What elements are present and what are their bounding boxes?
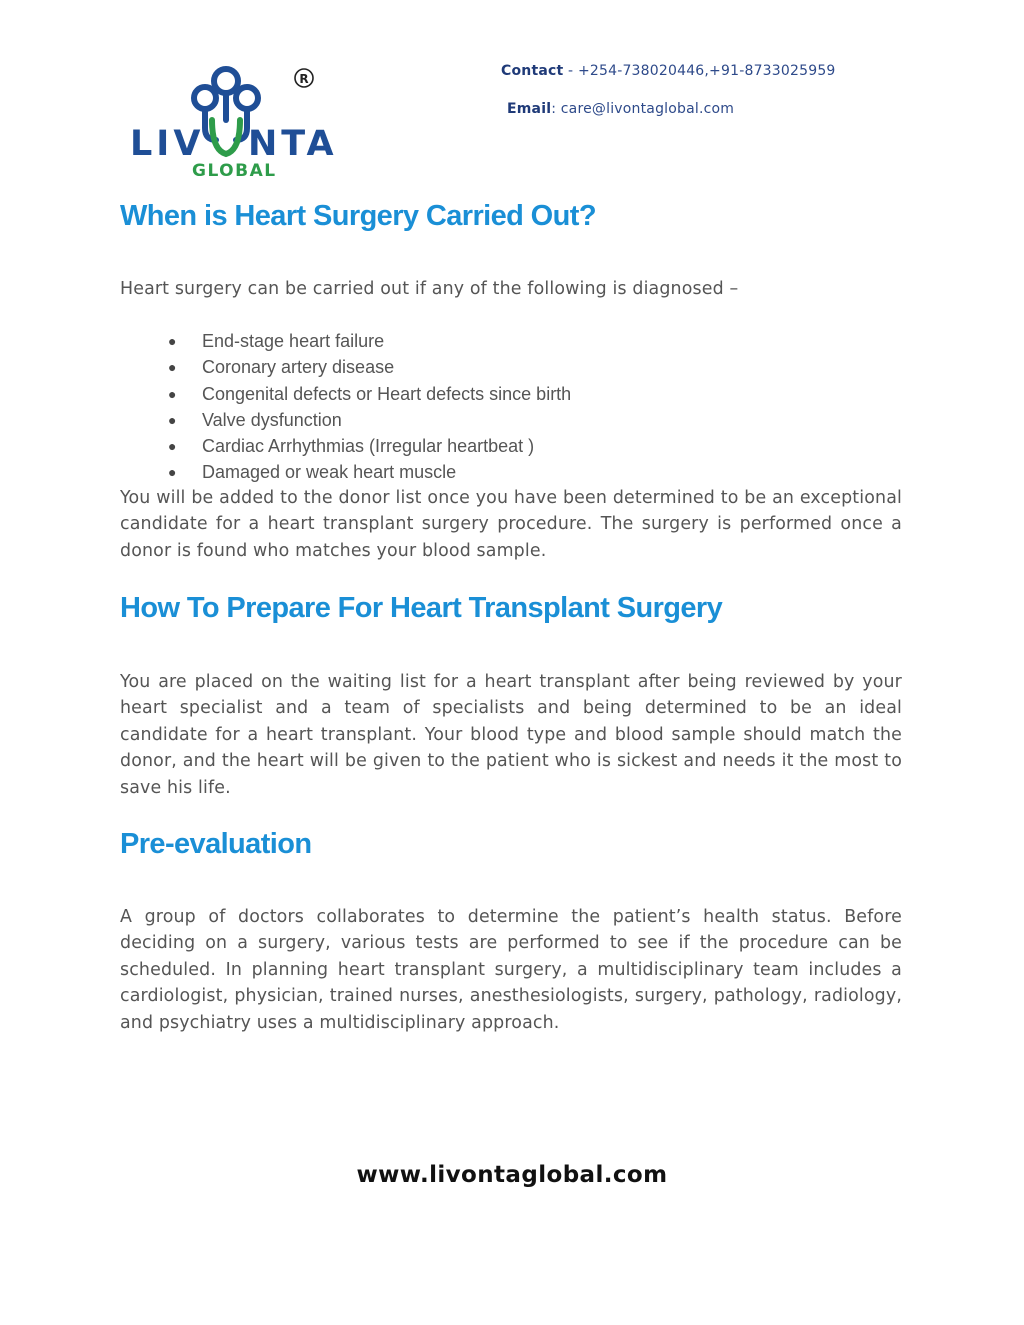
bullet-icon: ●	[168, 385, 177, 402]
svg-text:R: R	[299, 72, 309, 86]
contact-label: Contact	[501, 63, 564, 79]
section-paragraph: You will be added to the donor list once you have been determined to be an exceptional candidate for a heart transplant surgery procedure. The surgery is performed once a donor is found who matches your blood sample.	[120, 488, 902, 561]
email-line	[507, 101, 734, 117]
bullet-icon: ●	[168, 464, 177, 481]
section-heading: Pre-evaluation	[120, 828, 312, 860]
email-value: : care@livontaglobal.com	[551, 101, 735, 117]
list-item: ● Damaged or weak heart muscle	[166, 459, 571, 485]
list-item: ● Cardiac Arrhythmias (Irregular heartbeat )	[166, 433, 571, 459]
section-intro: Heart surgery can be carried out if any of the following is diagnosed –	[120, 279, 739, 299]
bullet-icon: ●	[168, 333, 177, 349]
list-item: ● Valve dysfunction	[166, 407, 571, 433]
contact-line	[501, 63, 836, 79]
livonta-logo	[128, 58, 348, 182]
logo-sub: GLOBAL	[192, 161, 277, 181]
diagnosis-list	[166, 328, 571, 486]
contact-value: - +254-738020446,+91-8733025959	[563, 63, 836, 79]
section-paragraph: You are placed on the waiting list for a heart transplant after being reviewed by your heart specialist and a team of specialists and being determined to be an ideal candidate for a heart transplant. Your blood type and blood sample should match the donor, and the heart will be given to the patient who is sickest and needs it the most to save his life.	[120, 672, 902, 798]
svg-text:NTA: NTA	[248, 124, 338, 164]
email-label: Email	[507, 101, 552, 117]
list-item: ● Congenital defects or Heart defects since birth	[166, 381, 571, 407]
bullet-icon: ●	[168, 411, 177, 428]
section-paragraph: A group of doctors collaborates to determine the patient’s health status. Before deciding on a surgery, various tests are performed to see if the procedure can be scheduled. In planning heart transplant surgery, a multidisciplinary team includes a cardiologist, physician, trained nurses, anesthesiologists, surgery, pathology, radiology, and psychiatry uses a multidisciplinary approach.	[120, 907, 902, 1033]
footer-website-link[interactable]: www.livontaglobal.com	[356, 1162, 668, 1188]
list-item: ● End-stage heart failure	[166, 328, 571, 354]
section-heading: How To Prepare For Heart Transplant Surgery	[120, 592, 723, 624]
bullet-icon: ●	[168, 359, 177, 376]
bullet-icon: ●	[168, 438, 177, 455]
logo-brand: LIV	[130, 124, 205, 164]
section-heading: When is Heart Surgery Carried Out?	[120, 200, 596, 232]
logo-graphic	[128, 58, 348, 182]
list-item: ● Coronary artery disease	[166, 354, 571, 380]
